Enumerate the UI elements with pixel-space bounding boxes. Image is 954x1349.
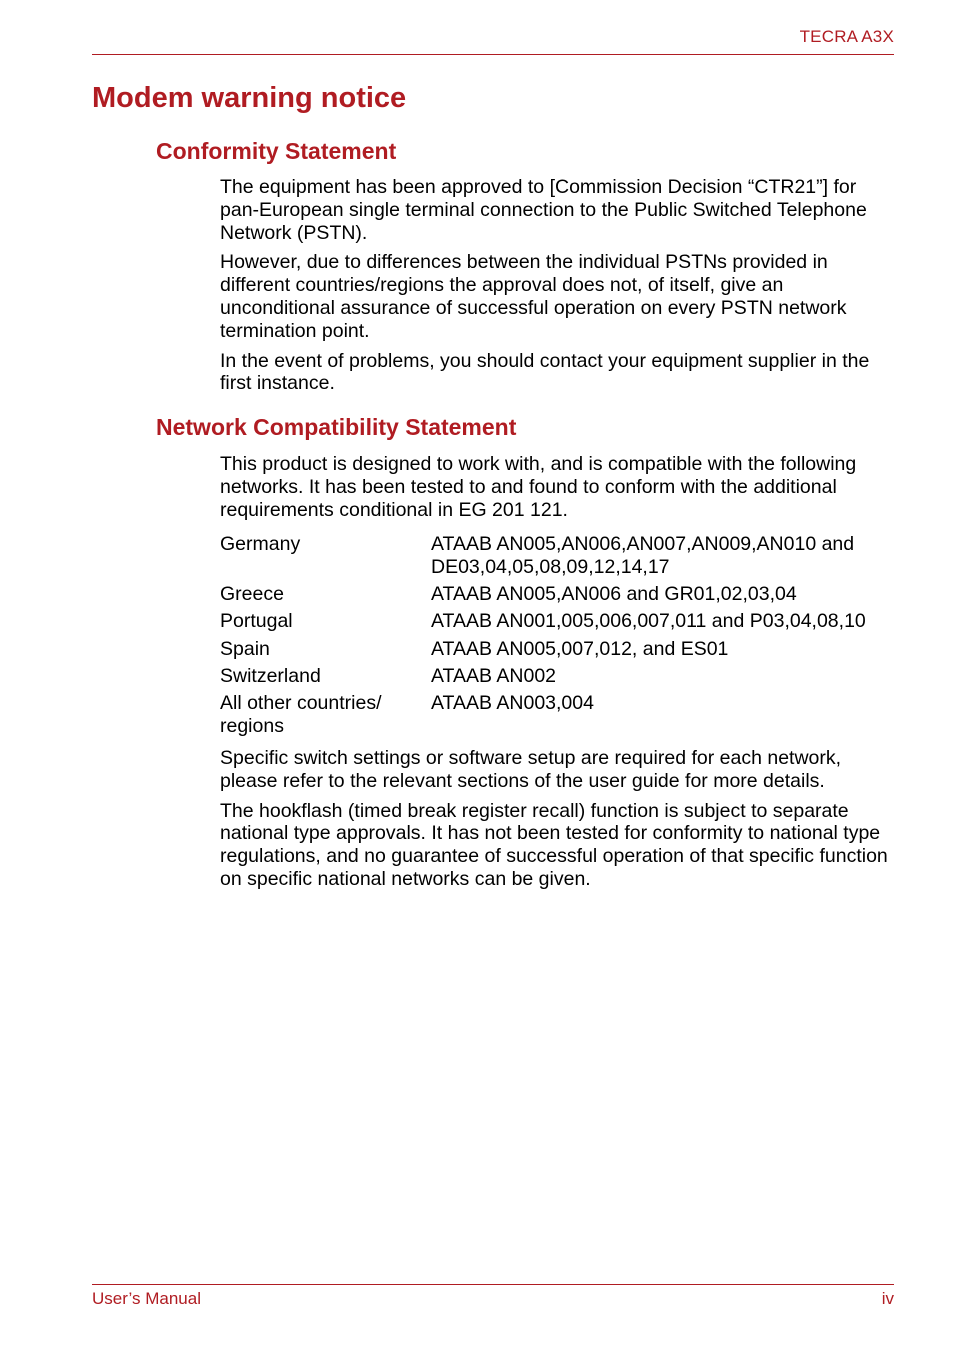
paragraph: However, due to differences between the individual PSTNs provided in different countries/regions the approval does not, of itself, give an unconditional assurance of successful operation on every PSTN network termination point. (220, 251, 847, 342)
paragraph: This product is designed to work with, and is compatible with the following networks. It has been tested to and found to conform with the additional requirements conditional in EG 201 121. (220, 453, 857, 521)
footer-manual-title: User’s Manual (92, 1289, 201, 1308)
network-compatibility-notes (220, 747, 900, 891)
section-heading-conformity: Conformity Statement (156, 138, 397, 164)
standard-cell: ATAAB AN005,AN006 and GR01,02,03,04 (431, 583, 797, 606)
footer-rule (92, 1284, 894, 1285)
standard-cell: ATAAB AN005,AN006,AN007,AN009,AN010 and DE03,04,05,08,09,12,14,17 (431, 533, 855, 578)
table-row (220, 638, 900, 665)
paragraph: The hookflash (timed break register recall) function is subject to separate national type approvals. It has not been tested for conformity to national type regulations, and no guarantee of successful operation of that specific function on specific national networks can be given. (220, 799, 888, 890)
table-row (220, 583, 900, 610)
standard-cell: ATAAB AN003,004 (431, 692, 594, 715)
standard-cell: ATAAB AN001,005,006,007,011 and P03,04,08,10 (431, 610, 866, 633)
conformity-body (220, 176, 900, 395)
network-compatibility-intro (220, 453, 900, 521)
footer-page-number: iv (881, 1289, 894, 1308)
network-compatibility-table (220, 533, 900, 742)
paragraph: The equipment has been approved to [Commission Decision “CTR21”] for pan-European single terminal connection to the Public Switched Telephone Network (PSTN). (220, 176, 867, 244)
table-row (220, 610, 900, 637)
header-product-name: TECRA A3X (799, 27, 894, 46)
table-row (220, 533, 900, 583)
table-row (220, 692, 900, 742)
table-row (220, 665, 900, 692)
section-heading-network-compatibility: Network Compatibility Statement (156, 414, 517, 440)
country-cell: Germany (220, 533, 301, 555)
paragraph: In the event of problems, you should contact your equipment supplier in the first instance. (220, 349, 870, 395)
standard-cell: ATAAB AN005,007,012, and ES01 (431, 637, 729, 660)
country-cell: Greece (220, 583, 284, 606)
header-rule (92, 54, 894, 55)
paragraph: Specific switch settings or software setup are required for each network, please refer to the relevant sections of the user guide for more details. (220, 747, 842, 792)
country-cell: Switzerland (220, 664, 321, 687)
country-cell: All other countries/ regions (220, 692, 382, 738)
page-title: Modem warning notice (92, 82, 407, 114)
standard-cell: ATAAB AN002 (431, 664, 557, 687)
country-cell: Portugal (220, 610, 293, 633)
country-cell: Spain (220, 637, 270, 660)
